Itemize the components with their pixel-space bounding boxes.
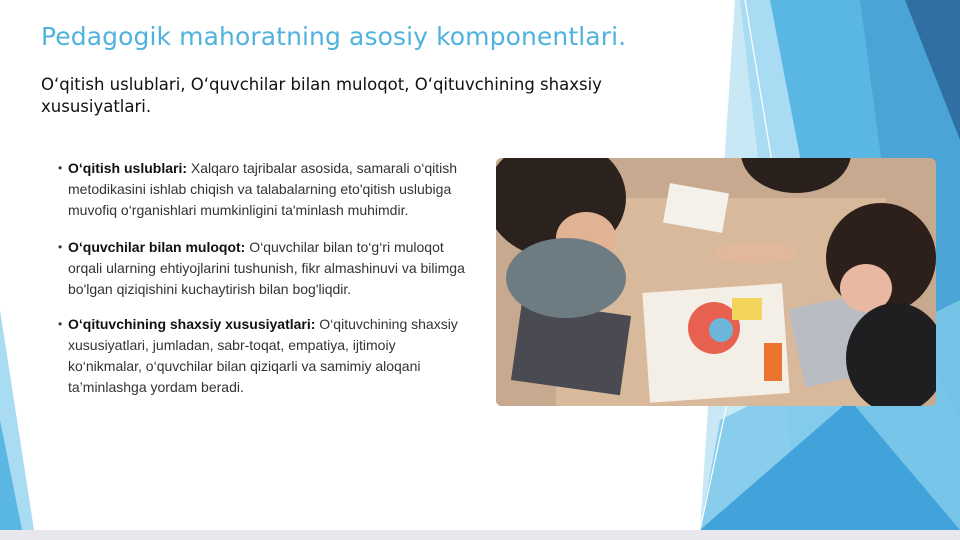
slide-title: Pedagogik mahoratning asosiy komponentlari. [41,22,627,51]
bullet-text: Xalqaro tajribalar asosida, samarali o‘qitish metodikasini ishlab chiqish va talabalarning eto'qitish uslubiga muvofiq o‘rganishlari mumkinligini ta'minlash muhimdir. [68,160,458,218]
bullet-dot-icon: • [58,317,63,331]
bullet-heading: O‘quvchilar bilan muloqot: [68,239,250,255]
photo-illustration [496,158,936,406]
slide-subtitle: O‘qitish uslublari, O‘quvchilar bilan muloqot, O‘qituvchining shaxsiy xususiyatlari. [41,75,602,116]
bullet-dot-icon: • [58,240,63,254]
bottom-bar [0,530,960,540]
students-collaborating-photo [496,158,936,406]
bullet-list [58,158,470,412]
bullet-student-communication [58,237,470,300]
poster-chart-inner [709,318,733,342]
bullet-dot-icon: • [58,161,63,175]
bullet-heading: O‘qituvchining shaxsiy xususiyatlari: [68,316,320,332]
bullet-text: O‘quvchilar bilan to‘g‘ri muloqot orqali ularning ehtiyojlarini tushunish, fikr almashinuvi va bilimga bo'lgan qiziqishini kuchaytirish bilan bog'liqdir. [68,239,465,297]
bullet-text: O‘qituvchining shaxsiy xususiyatlari, jumladan, sabr-toqat, empatiya, ijtimoiy ko‘nikmalar, o‘quvchilar bilan qiziqarli va samimiy aloqani ta’minlashga yordam beradi. [68,316,458,395]
student-top-arm [716,243,796,263]
bullet-teacher-traits [58,314,470,398]
bullet-heading: O‘qitish uslublari: [68,160,191,176]
markers [764,343,782,381]
student-left-body [506,238,626,318]
bullet-teaching-methods [58,158,470,221]
poster-note [732,298,762,320]
